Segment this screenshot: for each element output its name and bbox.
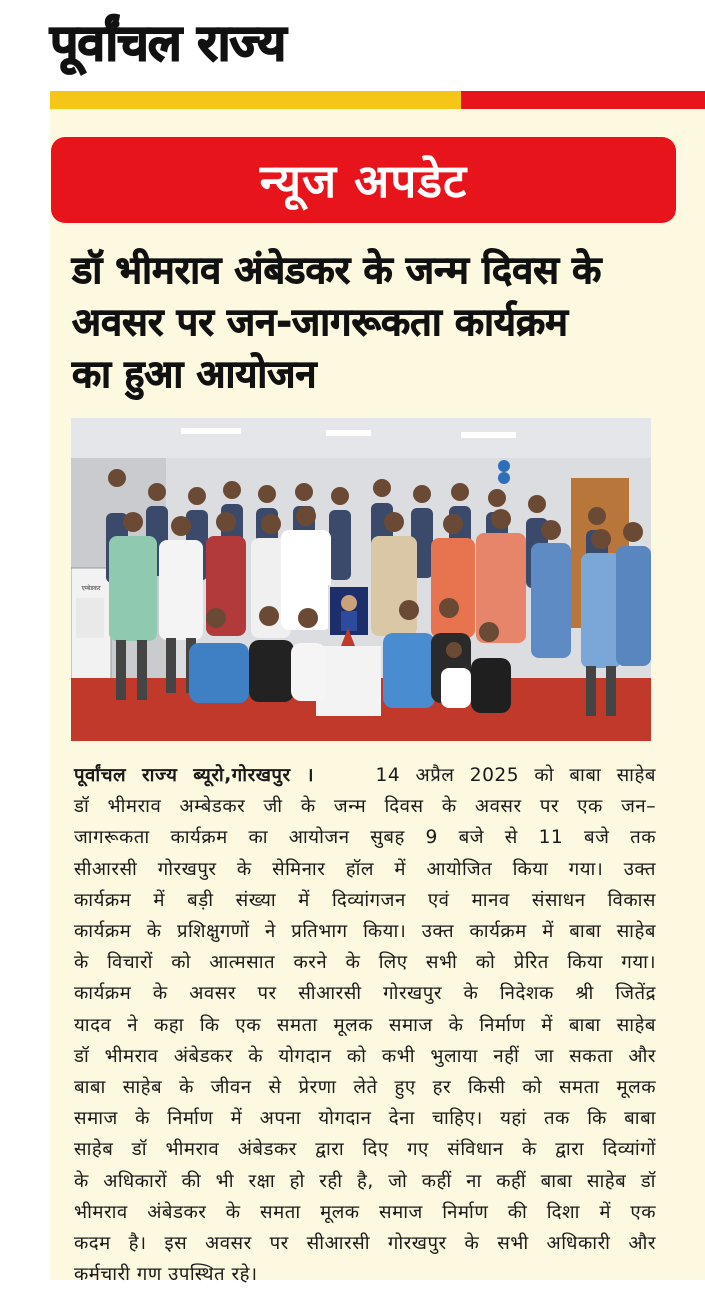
article-line: कार्यक्रम के अवसर पर सीआरसी गोरखपुर के निदेशक श्री जितेंद्र bbox=[74, 983, 656, 1005]
headline-line: का हुआ आयोजन bbox=[72, 352, 317, 396]
news-update-banner bbox=[51, 137, 676, 223]
article-line: भीमराव अंबेडकर के समता मूलक समाज निर्माण की दिशा में एक bbox=[74, 1201, 656, 1223]
article-line: साहेब डॉ भीमराव अंबेडकर द्वारा दिए गए संविधान के द्वारा दिव्यांगों bbox=[74, 1139, 656, 1161]
article-line: जागरूकता कार्यक्रम का आयोजन सुबह 9 बजे से 11 बजे तक bbox=[74, 827, 656, 849]
article-headline bbox=[72, 244, 672, 400]
podium-poster-text: एम्बेडकर bbox=[81, 585, 101, 592]
article-body bbox=[74, 760, 656, 1290]
article-line: सीआरसी गोरखपुर के सेमिनार हॉल में आयोजित किया गया। उक्त bbox=[74, 858, 656, 880]
article-line: कार्यक्रम के प्रशिक्षुगणों ने प्रतिभाग किया। उक्त कार्यक्रम में बाबा साहेब bbox=[74, 921, 656, 943]
article-line: बाबा साहेब के जीवन से प्रेरणा लेते हुए हर किसी को समता मूलक bbox=[74, 1077, 656, 1099]
banner-label: न्यूज अपडेट bbox=[259, 154, 468, 208]
article-byline: पूर्वांचल राज्य ब्यूरो,गोरखपुर । bbox=[74, 765, 315, 786]
masthead-rule-yellow bbox=[50, 91, 461, 109]
event-group-photo bbox=[71, 418, 651, 741]
headline-line: अवसर पर जन-जागरूकता कार्यक्रम bbox=[72, 300, 568, 344]
article-line: कर्मचारी गण उपस्थित रहे। bbox=[74, 1264, 258, 1286]
article-line: के विचारों को आत्मसात करने के लिए सभी को प्रेरित किया गया। bbox=[74, 952, 656, 974]
article-line: के अधिकारों की भी रक्षा हो रही है, जो कहीं ना कहीं बाबा साहेब डॉ bbox=[74, 1170, 656, 1192]
masthead-rule-red bbox=[461, 91, 705, 109]
article-line: डॉ भीमराव अम्बेडकर जी के जन्म दिवस के अवसर पर एक जन– bbox=[74, 796, 656, 818]
article-line: कार्यक्रम में बड़ी संख्या में दिव्यांगजन एवं मानव संसाधन विकास bbox=[74, 889, 656, 911]
article-line: 14 अप्रैल 2025 को बाबा साहेब bbox=[375, 765, 656, 786]
headline-line: डॉ भीमराव अंबेडकर के जन्म दिवस के bbox=[72, 248, 602, 292]
article-line: यादव ने कहा कि एक समता मूलक समाज के निर्माण में बाबा साहेब bbox=[74, 1014, 656, 1036]
article-line: समाज के निर्माण में अपना योगदान देना चाहिए। यहां तक कि बाबा bbox=[74, 1108, 656, 1130]
article-line: कदम है। इस अवसर पर सीआरसी गोरखपुर के सभी अधिकारी और bbox=[74, 1233, 656, 1255]
article-line: डॉ भीमराव अंबेडकर के योगदान को कभी भुलाया नहीं जा सकता और bbox=[74, 1045, 656, 1067]
masthead-title: पूर्वांचल राज्य bbox=[50, 14, 286, 72]
